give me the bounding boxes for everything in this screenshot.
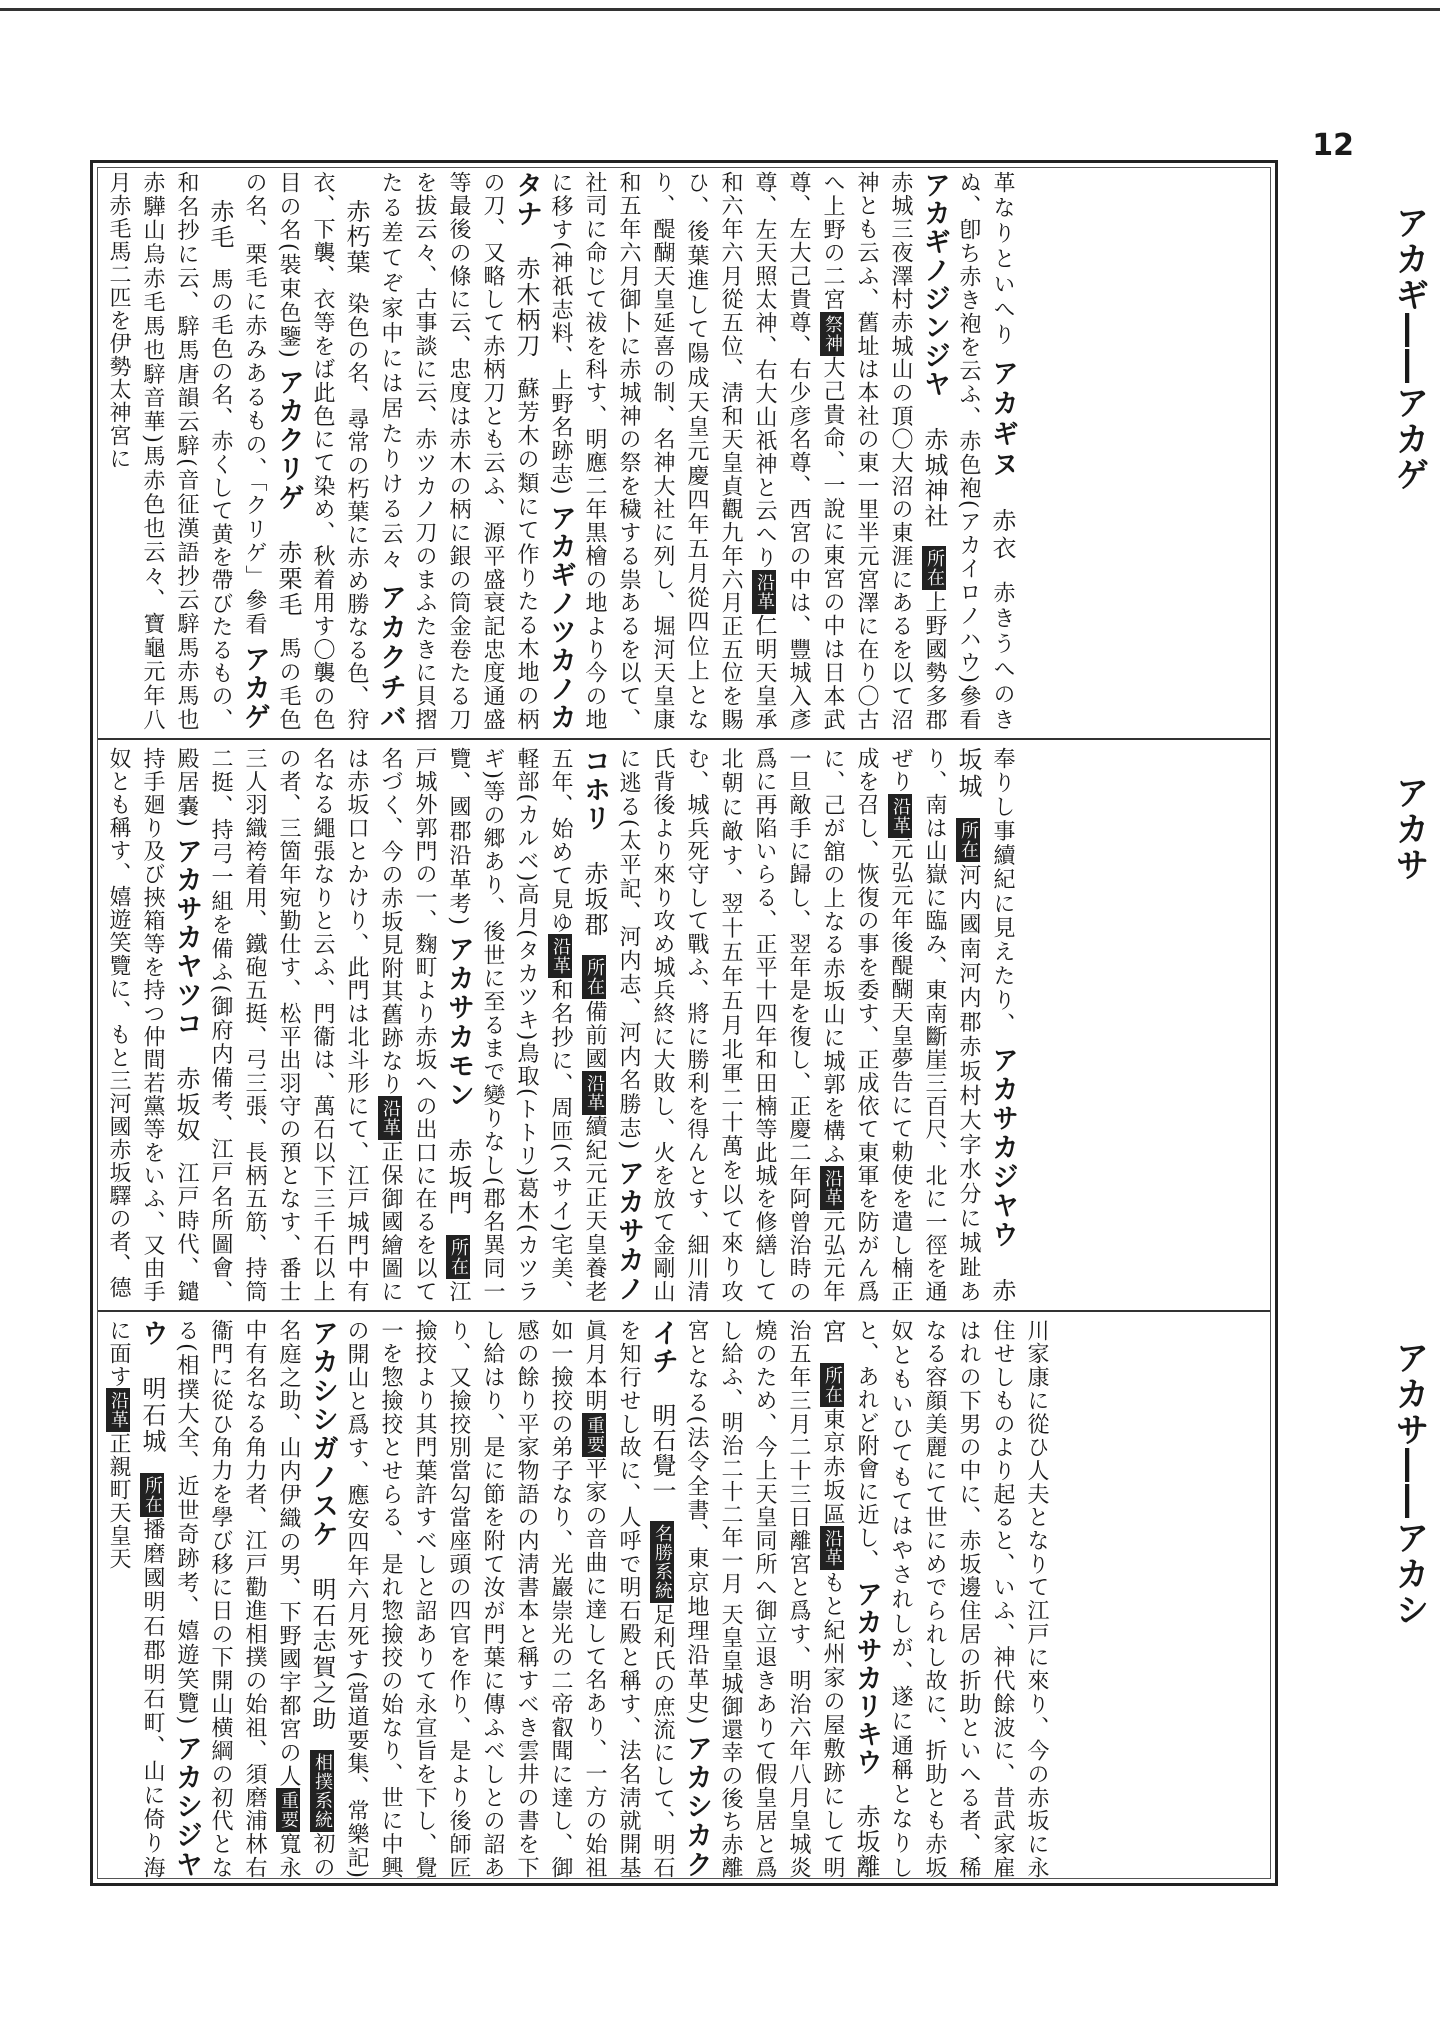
category-label: 相撲系統 — [310, 1750, 334, 1832]
band-divider — [97, 738, 1271, 740]
category-label: 沿革 — [888, 794, 912, 838]
entry-headword: アカサカジヤウ — [987, 1045, 1018, 1251]
category-label: 重要 — [276, 1788, 300, 1832]
category-label: 所在 — [922, 546, 946, 590]
entry-text: 初の名庭之助、山内伊織の男、下野國宇都宮の人 — [276, 1319, 335, 1879]
category-label: 沿革 — [820, 1526, 844, 1570]
category-label: 所在 — [446, 1235, 470, 1279]
category-label: 沿革 — [548, 934, 572, 978]
entry-text: 江戸時代、鑓持手廻り及び挾箱等を持つ仲間若黨等をいふ、又由手奴とも稱す、嬉遊笑覽に、もと三河國赤坂驛の者、德 — [106, 747, 199, 1303]
category-label: 沿革 — [106, 1388, 130, 1432]
entry-text: 續紀元正天皇養老五年、始めて見ゆ — [548, 747, 607, 1303]
entry-text: 蘇芳木の類にて作りたる木地の柄の刀、又略して赤柄刀とも云ふ、源平盛衰記忠度通盛等最後の條に云、忠度は赤木の柄に銀の筒金卷たる刀を拔云々、古事談に云、赤ツカノ刀のまふたきに貝摺たる差てぞ家中には居たりける云々 — [378, 171, 539, 731]
entry-headword: アカクチバ — [375, 582, 406, 731]
text-band-middle — [101, 747, 1267, 1303]
entry-kanji: 赤衣 — [988, 508, 1016, 564]
entry-text: 正親町天皇天 — [106, 1432, 131, 1570]
text-band-lower — [101, 1319, 1267, 1879]
entry-text: 東京赤坂區 — [820, 1406, 845, 1527]
category-label: 所在 — [582, 955, 606, 999]
band-divider — [97, 1310, 1271, 1312]
entry-text: 染色の名、尋常の朽葉に赤め勝なる色、狩衣、下襲、衣等をば此色にて染め、秋着用す〇襲の色目の名(裝束色鑒) — [276, 171, 369, 731]
entry-text: 馬の毛色の名、赤くして黄を帶びたるもの、和名抄に云、騂馬唐韻云騂(音征漢語抄云騂馬赤馬也赤驊山烏赤毛馬也騂音華)馬赤色也云々、寶龜元年八月赤毛馬二匹を伊勢太神宮に — [106, 171, 233, 731]
entry-text: 江戸城外郭門の一、麴町より赤坂への出口に在るを以て名づく、今の赤坂見附其舊跡なり — [378, 747, 471, 1303]
top-rule — [0, 8, 1440, 11]
entry-headword: アカシジヤウ — [137, 1319, 202, 1879]
category-label: 沿革 — [820, 1166, 844, 1210]
entry-kanji: 赤坂城 — [954, 747, 1016, 1303]
dictionary-entry — [616, 747, 1018, 1303]
entry-kanji: 赤毛 — [206, 199, 234, 250]
entry-text: 大己貴命、一說に東宮の中は日本武尊、左大己貴尊、右少彦名尊、西宮の中は、豐城入彥尊、左天照太神、右大山祇神と云へり — [752, 171, 845, 731]
running-header-1: アカギ――アカゲ — [1389, 205, 1429, 493]
entry-text: 平家の音曲に達して名あり、一方の始祖如一撿挍の弟子なり、光巖崇光の二帝叡聞に達し、御感の餘り平家物語の内淸書本と稱すべき雲井の書を下し給はり、是に節を附て汝が門葉に傳ふべしとの詔あり、又撿挍別當勾當座頭の四官を作り、是より後師匠撿挍より其門葉許すべしと詔ありて永宣旨を下し、覺一を惣撿挍とせらる、是れ惣撿挍の始なり、世に中興の開山と爲す、應安四年六月死す(當道要集、常樂記) — [344, 1319, 607, 1879]
entry-text: 上野國勢多郡赤城三夜澤村赤城山の頂〇大沼の東涯にあるを以て沼神とも云ふ、舊址は本社の東一里半元宮澤に在り〇古へ上野の二宮 — [820, 171, 947, 731]
category-label: 所在 — [140, 1473, 164, 1517]
dictionary-entry — [854, 1319, 1049, 1879]
dictionary-entry — [174, 747, 474, 1303]
entry-headword: アカギヌ — [987, 358, 1018, 481]
entry-headword: アカシシガノスケ — [307, 1319, 338, 1549]
dictionary-entry — [344, 1319, 712, 1879]
dictionary-entry — [684, 1319, 882, 1879]
entry-text: 革なりといへり — [990, 171, 1015, 349]
entry-headword: アカサカリキウ — [851, 1580, 882, 1776]
category-label: 所在 — [956, 818, 980, 862]
band-text — [101, 747, 1019, 1303]
category-label: 沿革 — [582, 1071, 606, 1115]
entry-kanji: 赤城神社 — [920, 426, 948, 529]
category-label: 沿革 — [378, 1096, 402, 1140]
entry-headword: アカシカクイチ — [647, 1319, 712, 1879]
entry-text: 備前國 — [582, 999, 607, 1071]
dictionary-entry — [990, 747, 1015, 1037]
band-text — [101, 171, 1019, 731]
entry-kanji: 明石城 — [138, 1376, 166, 1455]
entry-kanji: 赤木柄刀 — [512, 256, 540, 359]
entry-text: 正保御國繪圖には赤坂口とかけり、此門は北斗形にて、江戸城門中有名なる繩張なりと云ふ、門衞は、萬石以下三千石以上の者、三箇年宛勤仕す、松平出羽守の預となす、番士三人羽織袴着用、鐵砲五挺、弓三張、長柄五筋、持筒二挺、持弓一組を備ふ(御府内備考、江戸名所圖會、殿居嚢) — [174, 747, 403, 1303]
page-frame — [90, 160, 1278, 1886]
category-label: 重要 — [582, 1413, 606, 1457]
entry-headword: アカギノツカノカタナ — [511, 171, 576, 731]
entry-kanji: 赤坂離宮 — [818, 1319, 880, 1879]
entry-headword: アカサカノコホリ — [579, 747, 644, 1303]
entry-text: 元弘元年一旦敵手に歸し、翌年是を復し、正慶二年阿曾治時の爲に再陷いらる、正平十四年和田楠等此城を修繕して北朝に敵す、翌十五年五月北軍二十萬を以て來り攻む、城兵死守して戰ふ、將に勝利を得んとす、細川清氏背後より來り攻め城兵終に大敗し、火を放て金剛山に逃る(太平記、河内志、河内名勝志) — [616, 747, 845, 1303]
entry-headword: アカサカヤツコ — [171, 836, 202, 1038]
entry-text: 川家康に從ひ人夫となりて江戸に來り、今の赤坂に永住せしものより起ると、いふ、神代餘波に、昔武家雇はれの下男の中に、赤坂邊住居の折助といへる者、稀なる容顔美麗にて世にめでられし故に、折助とも赤坂奴ともいひてもてはやされしが、遂に通稱となりしと、あれど附會に近し、 — [854, 1319, 1049, 1879]
entry-headword: アカクリゲ — [273, 367, 304, 513]
entry-kanji: 明石志賀之助 — [308, 1577, 336, 1732]
entry-kanji: 赤坂奴 — [172, 1065, 200, 1144]
dictionary-entry — [548, 171, 950, 731]
category-label: 所在 — [820, 1363, 844, 1407]
entry-text: 寬永中有名なる角力者、江戸勸進相撲の始祖、須磨浦林右衞門に從ひ角力を學び移に日の下開山横綱の初代となる(相撲大全、近世奇跡考、嬉遊笑覽) — [174, 1319, 301, 1879]
entry-kanji: 赤栗毛 — [274, 540, 302, 619]
dictionary-entry — [106, 747, 202, 1303]
entry-text: 元弘元年後醍醐天皇夢告にて勅使を遣し楠正成を召し、恢復の事を委す、正成依て東軍を防がん爲に、己が舘の上なる赤坂山に城郭を構ふ — [820, 747, 913, 1303]
entry-text: 播磨國明石郡明石町、山に倚り海に面す — [106, 1319, 165, 1879]
band-text — [101, 1319, 1053, 1879]
entry-kanji: 赤坂門 — [444, 1138, 472, 1217]
running-header-3: アカサ――アカシ — [1389, 1340, 1429, 1628]
entry-text: 赤きうへのきぬ、卽ち赤き袍を云ふ、赤色袍(アカイロノハウ)參看 — [956, 171, 1015, 731]
dictionary-entry — [990, 171, 1015, 349]
entry-headword: アカサカモン — [443, 935, 474, 1111]
entry-headword: アカゲ — [239, 645, 270, 731]
entry-kanji: 明石覺一 — [648, 1403, 676, 1503]
entry-text: 和名抄に、周匝(スサイ)宅美、軽部(カルベ)高月(タカツキ)鳥取(トトリ)葛木(カツラギ)等の郷あり、後世に至るまで變りなし(郡名異同一覽、國郡沿革考) — [446, 747, 573, 1303]
entry-text: 河内國南河内郡赤坂村大字水分に城趾あり、南は山嶽に臨み、東南斷崖三百尺、北に一徑を通ぜり — [888, 747, 981, 1303]
entry-kanji: 赤坂郡 — [580, 860, 608, 938]
entry-text: もと紀州家の屋敷跡にして明治五年三月二十三日離宮と爲す、明治六年八月皇城炎燒のため、今上天皇同所へ御立退きありて假皇居と爲し給ふ、明治二十二年一月 天皇皇城御還幸の後ち赤離宮となる(法令全書、東京地理沿革史) — [684, 1319, 845, 1879]
entry-text: 足利氏の庶流にして、明石を知行せし故に、人呼で明石殿と稱す、法名淸就開基眞月本明 — [582, 1319, 675, 1879]
category-label: 名勝系統 — [650, 1521, 674, 1603]
entry-text: 仁明天皇承和六年六月從五位、淸和天皇貞觀九年六月正五位を賜ひ、後葉進して陽成天皇元慶四年五月從四位上となり、醍醐天皇延喜の制、名神大社に列し、堀河天皇康和五年六月御卜に赤城神の祭を穢する祟あるを以て、社司に命じて祓を科す、明應二年黒檜の地より今の地に移す(神祇志料、上野名跡志) — [548, 171, 777, 731]
page-number: 12 — [1312, 128, 1354, 163]
running-header-2: アカサ — [1389, 775, 1429, 883]
category-label: 祭神 — [820, 312, 844, 356]
dictionary-entry — [378, 171, 576, 731]
entry-text: 奉りし事續紀に見えたり、 — [990, 747, 1015, 1037]
entry-headword: アカギノジンジヤ — [919, 171, 950, 399]
entry-text: 馬の毛色の名、栗毛に赤みあるもの、「クリゲ」參看 — [242, 171, 301, 731]
entry-kanji: 赤朽葉 — [342, 199, 370, 275]
text-band-upper — [101, 171, 1267, 731]
dictionary-entry — [446, 747, 644, 1303]
category-label: 沿革 — [752, 570, 776, 614]
